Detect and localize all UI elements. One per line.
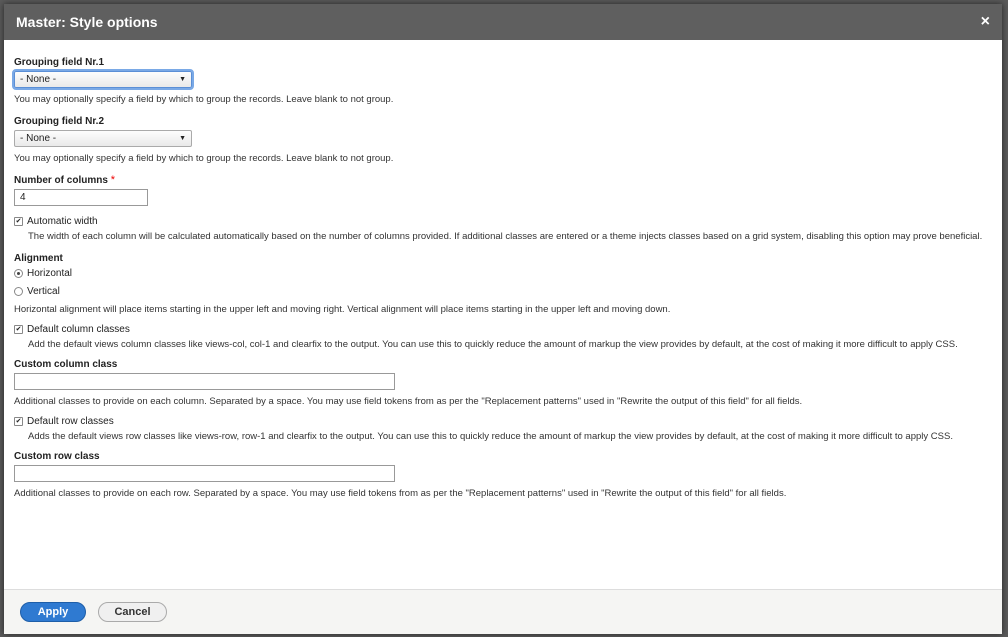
alignment-field	[14, 253, 992, 317]
automatic-width-field	[14, 216, 992, 244]
default-row-classes-description: Adds the default views row classes like views-row, row-1 and clearfix to the output. You can use this to quickly reduce the amount of markup the view provides by default, at the cost of making it more difficult to apply CSS.	[28, 431, 953, 442]
check-icon: ✔	[15, 218, 22, 225]
alignment-label: Alignment	[14, 253, 63, 264]
grouping-field-2-label: Grouping field Nr.2	[14, 116, 105, 127]
chevron-down-icon: ▼	[179, 76, 186, 83]
columns-input[interactable]: 4	[14, 189, 148, 206]
custom-column-class-input[interactable]	[14, 373, 395, 390]
alignment-horizontal-label: Horizontal	[27, 268, 73, 279]
alignment-option-vertical[interactable]	[14, 286, 992, 297]
check-icon: ✔	[15, 418, 22, 425]
custom-row-class-description: Additional classes to provide on each row. Separated by a space. You may use field tokens from as per the "Replacement patterns" used in "Rewrite the output of this field" for all fields.	[14, 488, 787, 499]
custom-row-class-label: Custom row class	[14, 451, 100, 462]
default-row-classes-label: Default row classes	[27, 416, 114, 427]
dialog-content	[4, 40, 1002, 501]
automatic-width-description: The width of each column will be calculated automatically based on the number of columns provided. If additional classes are entered or a theme injects classes based on a grid system, disabling this option may prove beneficial.	[28, 231, 983, 242]
default-column-classes-description: Add the default views column classes like views-col, col-1 and clearfix to the output. You can use this to quickly reduce the amount of markup the view provides by default, at the cost of making it more difficult to apply CSS.	[28, 339, 958, 350]
default-column-classes-checkbox[interactable]	[14, 325, 23, 334]
radio-selected-dot	[17, 272, 20, 275]
grouping-field-2-description: You may optionally specify a field by which to group the records. Leave blank to not group.	[14, 153, 394, 164]
alignment-vertical-label: Vertical	[27, 286, 60, 297]
columns-label-text: Number of columns	[14, 175, 108, 186]
cancel-button[interactable]: Cancel	[98, 602, 167, 622]
alignment-vertical-radio[interactable]	[14, 287, 23, 296]
required-marker: *	[110, 174, 115, 186]
dialog-title: Master: Style options	[16, 14, 158, 30]
chevron-down-icon: ▼	[179, 135, 186, 142]
dialog-footer	[4, 589, 1002, 634]
style-options-dialog	[4, 4, 1002, 634]
columns-field	[14, 174, 992, 206]
grouping-field-1-value: - None -	[20, 74, 57, 85]
alignment-horizontal-radio[interactable]	[14, 269, 23, 278]
automatic-width-checkbox[interactable]	[14, 217, 23, 226]
grouping-field-2-select[interactable]	[14, 130, 192, 147]
default-row-classes-checkbox[interactable]	[14, 417, 23, 426]
grouping-field-1	[14, 57, 992, 107]
grouping-field-1-select[interactable]	[14, 71, 192, 88]
default-row-classes-field	[14, 416, 992, 444]
columns-label	[14, 174, 992, 186]
custom-row-class-input[interactable]	[14, 465, 395, 482]
grouping-field-1-description: You may optionally specify a field by which to group the records. Leave blank to not group.	[14, 94, 394, 105]
alignment-option-horizontal[interactable]	[14, 268, 992, 279]
close-icon[interactable]: ×	[980, 13, 990, 30]
apply-button[interactable]: Apply	[20, 602, 86, 622]
automatic-width-label: Automatic width	[27, 216, 98, 227]
custom-column-class-field	[14, 359, 992, 409]
grouping-field-2	[14, 116, 992, 166]
custom-column-class-label: Custom column class	[14, 359, 118, 370]
dialog-titlebar	[4, 4, 1002, 40]
custom-column-class-description: Additional classes to provide on each column. Separated by a space. You may use field tokens from as per the "Replacement patterns" used in "Rewrite the output of this field" for all fields.	[14, 396, 803, 407]
grouping-field-1-label: Grouping field Nr.1	[14, 57, 105, 68]
check-icon: ✔	[15, 326, 22, 333]
default-column-classes-label: Default column classes	[27, 324, 130, 335]
custom-row-class-field	[14, 451, 992, 501]
grouping-field-2-value: - None -	[20, 133, 57, 144]
alignment-description: Horizontal alignment will place items starting in the upper left and moving right. Vertical alignment will place items starting in the upper left and moving down.	[14, 304, 671, 315]
default-column-classes-field	[14, 324, 992, 352]
